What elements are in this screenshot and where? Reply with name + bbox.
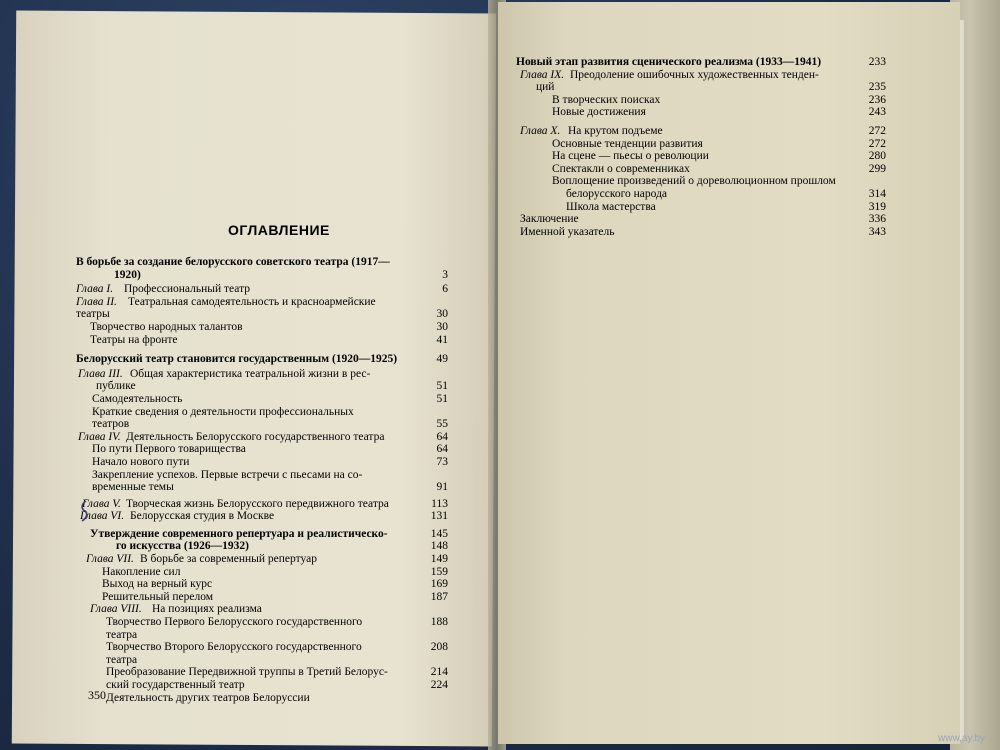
page-ref: 6 bbox=[442, 283, 448, 296]
page-ref: 41 bbox=[436, 333, 448, 346]
subsection: Преобразование Передвижной труппы в Третий Белорус- bbox=[106, 666, 388, 679]
subsection: театра bbox=[106, 653, 138, 666]
page-ref: 214 bbox=[430, 666, 448, 679]
page-ref: 159 bbox=[430, 565, 448, 578]
chapter-title: театры bbox=[76, 308, 110, 321]
toc-left bbox=[76, 256, 448, 704]
chapter-title: Деятельность Белорусского государственного театра bbox=[126, 430, 385, 443]
chapter-title: Преодоление ошибочных художественных тенден- bbox=[570, 68, 819, 81]
page-ref: 243 bbox=[868, 106, 886, 119]
toc-entry bbox=[76, 629, 448, 642]
page-ref: 30 bbox=[436, 308, 448, 321]
toc-entry bbox=[516, 175, 886, 188]
subsection: Творчество народных талантов bbox=[90, 320, 243, 333]
subsection: Именной указатель bbox=[520, 225, 615, 238]
subsection: Творчество Первого Белорусского государственного bbox=[106, 616, 363, 629]
toc-entry bbox=[76, 431, 448, 444]
subsection: временные темы bbox=[92, 481, 174, 494]
subsection: ский государственный театр bbox=[106, 679, 245, 691]
page-ref: 55 bbox=[436, 418, 448, 431]
toc-entry bbox=[76, 368, 448, 381]
page-ref: 30 bbox=[436, 320, 448, 333]
chapter-title: публике bbox=[96, 380, 136, 393]
toc-entry bbox=[516, 163, 886, 176]
page-ref: 91 bbox=[436, 481, 448, 494]
subsection: Решительный перелом bbox=[102, 590, 214, 603]
toc-entry bbox=[76, 269, 448, 282]
page-ref: 236 bbox=[868, 93, 886, 106]
page-ref: 208 bbox=[430, 641, 448, 654]
page-ref: 224 bbox=[430, 679, 448, 691]
toc-entry bbox=[76, 443, 448, 456]
page-ref: 113 bbox=[431, 497, 448, 510]
page-ref: 188 bbox=[430, 616, 448, 629]
subsection: Закрепление успехов. Первые встречи с пьесами на со- bbox=[92, 468, 363, 481]
toc-entry bbox=[76, 692, 448, 705]
toc-entry bbox=[516, 226, 886, 239]
page-title: ОГЛАВЛЕНИЕ bbox=[228, 222, 330, 238]
toc-entry bbox=[76, 654, 448, 667]
toc-entry bbox=[76, 578, 448, 591]
toc-entry bbox=[516, 94, 886, 107]
subsection: белорусского народа bbox=[566, 187, 668, 200]
subsection: Спектакли о современниках bbox=[552, 162, 690, 175]
toc-entry bbox=[76, 679, 448, 692]
page-ref: 314 bbox=[868, 187, 886, 200]
toc-entry bbox=[76, 540, 448, 553]
chapter-title: В борьбе за современный репертуар bbox=[140, 553, 317, 566]
toc-entry bbox=[76, 641, 448, 654]
chapter-label: Глава II. bbox=[76, 295, 117, 308]
section-heading: Новый этап развития сценического реализма (1933—1941) bbox=[516, 56, 822, 68]
toc-entry bbox=[76, 406, 448, 419]
chapter-title: Общая характеристика театральной жизни в рес- bbox=[130, 367, 371, 380]
toc-entry bbox=[516, 213, 886, 226]
page-ref: 51 bbox=[436, 380, 448, 393]
subsection: На сцене — пьесы о революции bbox=[552, 150, 709, 163]
subsection: Творчество Второго Белорусского государственного bbox=[106, 641, 362, 654]
page-ref: 343 bbox=[868, 225, 886, 238]
toc-entry bbox=[76, 256, 448, 269]
chapter-title: ций bbox=[536, 81, 555, 94]
page-ref: 131 bbox=[430, 510, 448, 523]
page-ref: 272 bbox=[868, 124, 886, 137]
toc-entry bbox=[516, 125, 886, 138]
toc-entry bbox=[516, 106, 886, 119]
subsection: Новые достижения bbox=[552, 106, 646, 119]
section-heading: го искусства (1926—1932) bbox=[116, 540, 250, 553]
toc-entry bbox=[76, 353, 448, 366]
subsection: Самодеятельность bbox=[92, 392, 183, 405]
toc-entry bbox=[76, 510, 448, 523]
section-heading: Белорусский театр становится государственным (1920—1925) bbox=[76, 353, 398, 366]
subsection: Краткие сведения о деятельности профессиональных bbox=[92, 405, 354, 418]
page-ref: 299 bbox=[868, 162, 886, 175]
subsection: Воплощение произведений о дореволюционном прошлом bbox=[552, 175, 836, 188]
toc-entry bbox=[76, 283, 448, 296]
chapter-label: Глава VII. bbox=[86, 553, 134, 566]
page-ref: 169 bbox=[430, 578, 448, 591]
toc-entry bbox=[76, 616, 448, 629]
page-ref: 3 bbox=[442, 268, 448, 281]
subsection: Деятельность других театров Белоруссии bbox=[106, 691, 310, 704]
page-ref: 319 bbox=[868, 200, 886, 213]
toc-entry bbox=[516, 201, 886, 214]
toc-right bbox=[516, 56, 886, 238]
subsection: Заключение bbox=[520, 213, 579, 226]
chapter-label: Глава I. bbox=[76, 283, 114, 296]
chapter-title: Профессиональный театр bbox=[124, 283, 251, 296]
toc-entry bbox=[76, 566, 448, 579]
toc-entry bbox=[76, 498, 448, 511]
toc-entry bbox=[76, 321, 448, 334]
toc-entry bbox=[516, 69, 886, 82]
chapter-label: Глава VIII. bbox=[90, 603, 142, 616]
toc-entry bbox=[76, 418, 448, 431]
subsection: В творческих поисках bbox=[552, 93, 661, 106]
subsection: Накопление сил bbox=[102, 565, 181, 578]
chapter-label: Глава VI. bbox=[80, 510, 125, 523]
toc-entry bbox=[516, 150, 886, 163]
chapter-title: На позициях реализма bbox=[152, 603, 262, 616]
toc-entry bbox=[76, 456, 448, 469]
page-ref: 272 bbox=[868, 137, 886, 150]
chapter-label: Глава III. bbox=[78, 367, 123, 380]
page-ref: 64 bbox=[436, 443, 448, 456]
page-ref: 145 bbox=[430, 527, 448, 540]
chapter-label: Глава V. bbox=[82, 497, 121, 510]
page-ref: 49 bbox=[436, 353, 448, 366]
page-ref: 233 bbox=[868, 56, 886, 68]
chapter-label: Глава X. bbox=[520, 124, 561, 137]
page-ref: 148 bbox=[430, 540, 448, 553]
section-heading: В борьбе за создание белорусского советского театра (1917— bbox=[76, 256, 390, 268]
toc-entry bbox=[76, 591, 448, 604]
toc-entry bbox=[516, 56, 886, 69]
subsection: Начало нового пути bbox=[92, 455, 190, 468]
toc-entry bbox=[76, 334, 448, 347]
chapter-title: Белорусская студия в Москве bbox=[130, 510, 275, 523]
toc-entry bbox=[76, 380, 448, 393]
watermark: www.ay.by bbox=[938, 733, 986, 744]
subsection: По пути Первого товарищества bbox=[92, 443, 246, 456]
subsection: Театры на фронте bbox=[90, 333, 178, 346]
chapter-title: Театральная самодеятельность и красноармейские bbox=[128, 295, 376, 308]
toc-entry bbox=[76, 528, 448, 541]
subsection: Школа мастерства bbox=[566, 200, 656, 213]
chapter-title: Творческая жизнь Белорусского передвижного театра bbox=[126, 497, 389, 510]
toc-entry bbox=[516, 138, 886, 151]
page-ref: 187 bbox=[430, 590, 448, 603]
subsection: Выход на верный курс bbox=[102, 578, 213, 591]
toc-entry bbox=[76, 481, 448, 494]
toc-entry bbox=[76, 308, 448, 321]
subsection: театра bbox=[106, 628, 138, 641]
page-ref: 280 bbox=[868, 150, 886, 163]
chapter-label: Глава IX. bbox=[520, 68, 565, 81]
toc-entry bbox=[76, 666, 448, 679]
section-heading: Утверждение современного репертуара и реалистическо- bbox=[90, 527, 388, 540]
page-ref: 235 bbox=[868, 81, 886, 94]
chapter-label: Глава IV. bbox=[78, 430, 121, 443]
toc-entry bbox=[76, 553, 448, 566]
page-ref: 336 bbox=[868, 213, 886, 226]
toc-entry bbox=[516, 188, 886, 201]
chapter-title: На крутом подъеме bbox=[568, 124, 663, 137]
subsection: Основные тенденции развития bbox=[552, 137, 703, 150]
page-number: 350 bbox=[88, 688, 106, 702]
section-heading: 1920) bbox=[114, 268, 141, 281]
subsection: театров bbox=[92, 418, 130, 431]
toc-entry bbox=[76, 393, 448, 406]
pen-mark-icon bbox=[79, 500, 89, 522]
page-ref: 149 bbox=[430, 553, 448, 566]
page-ref: 64 bbox=[436, 430, 448, 443]
toc-entry bbox=[76, 603, 448, 616]
page-ref: 51 bbox=[436, 392, 448, 405]
toc-entry bbox=[76, 469, 448, 482]
toc-entry bbox=[76, 296, 448, 309]
page-ref: 73 bbox=[436, 455, 448, 468]
toc-entry bbox=[516, 81, 886, 94]
